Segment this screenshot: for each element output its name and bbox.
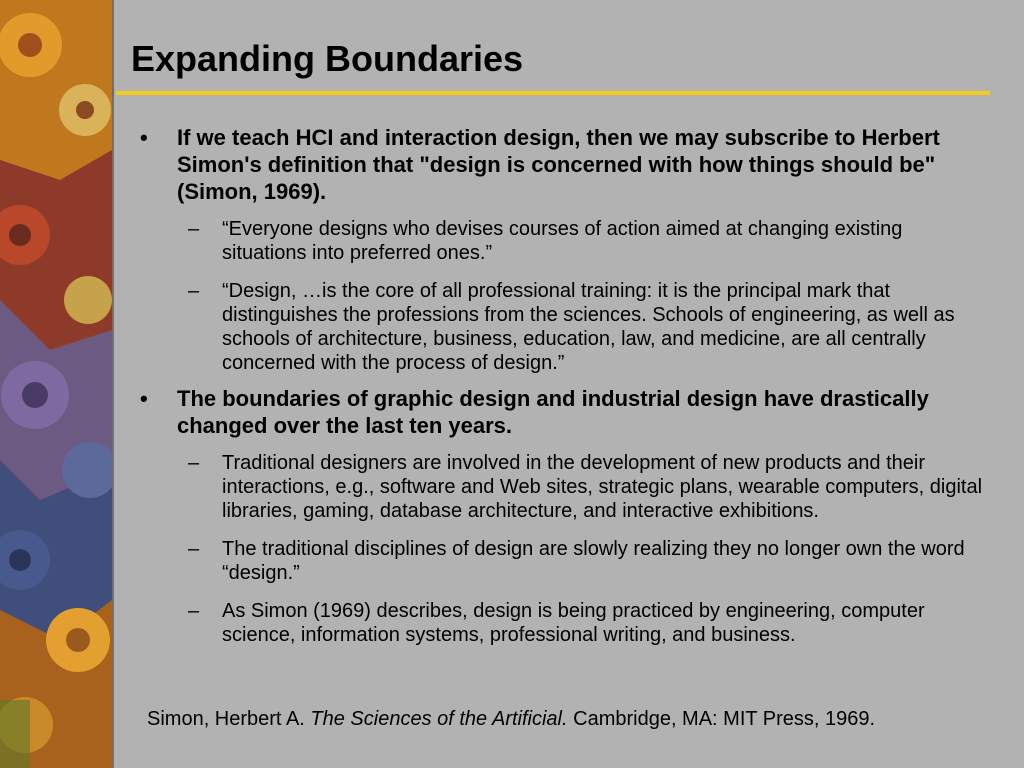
- sub-bullet-2-2: [140, 537, 990, 585]
- panel-divider: [112, 0, 114, 768]
- sub-bullet-2-1: [140, 451, 990, 523]
- bullet-text: If we teach HCI and interaction design, then we may subscribe to Herbert Simon's definition that "design is concerned with how things should be" (Simon, 1969).: [177, 125, 940, 204]
- dash-mark: –: [188, 600, 200, 622]
- reference-author: Simon, Herbert A.: [147, 708, 305, 730]
- dash-mark: –: [188, 538, 200, 560]
- reference-publisher: Cambridge, MA: MIT Press, 1969.: [573, 708, 876, 730]
- bullet-1: [140, 124, 990, 205]
- title-underline: [116, 91, 990, 95]
- bullet-text: The boundaries of graphic design and industrial design have drastically changed over the last ten years.: [177, 386, 929, 438]
- dash-mark: –: [188, 218, 200, 240]
- bullet-mark: •: [140, 125, 148, 150]
- dash-mark: –: [188, 280, 200, 302]
- sub-bullet-1-1: [140, 217, 990, 265]
- reference-book-title: The Sciences of the Artificial.: [310, 708, 568, 730]
- sub-bullet-text: “Design, …is the core of all professional training: it is the principal mark that distinguishes the professions from the sciences. Schools of engineering, as well as schools of architecture, business, education, law, and medicine, are all centrally concerned with the process of design.”: [222, 280, 955, 374]
- sub-bullet-text: The traditional disciplines of design are slowly realizing they no longer own the word “design.”: [222, 538, 965, 584]
- sub-bullet-2-3: [140, 599, 990, 647]
- bullet-2: [140, 385, 990, 439]
- slide-body: [140, 124, 990, 657]
- decorative-gear-panel: [0, 0, 112, 768]
- sub-bullet-text: As Simon (1969) describes, design is being practiced by engineering, computer science, information systems, professional writing, and business.: [222, 600, 925, 646]
- reference-citation: [147, 707, 875, 731]
- sub-bullet-1-2: [140, 279, 990, 375]
- slide-title: Expanding Boundaries: [131, 38, 524, 79]
- sub-bullet-text: Traditional designers are involved in the development of new products and their interactions, e.g., software and Web sites, strategic plans, wearable computers, digital libraries, gaming, database architecture, and interactive exhibitions.: [222, 452, 983, 522]
- dash-mark: –: [188, 452, 200, 474]
- sub-bullet-text: “Everyone designs who devises courses of action aimed at changing existing situations into preferred ones.”: [222, 218, 903, 264]
- bullet-mark: •: [140, 386, 148, 411]
